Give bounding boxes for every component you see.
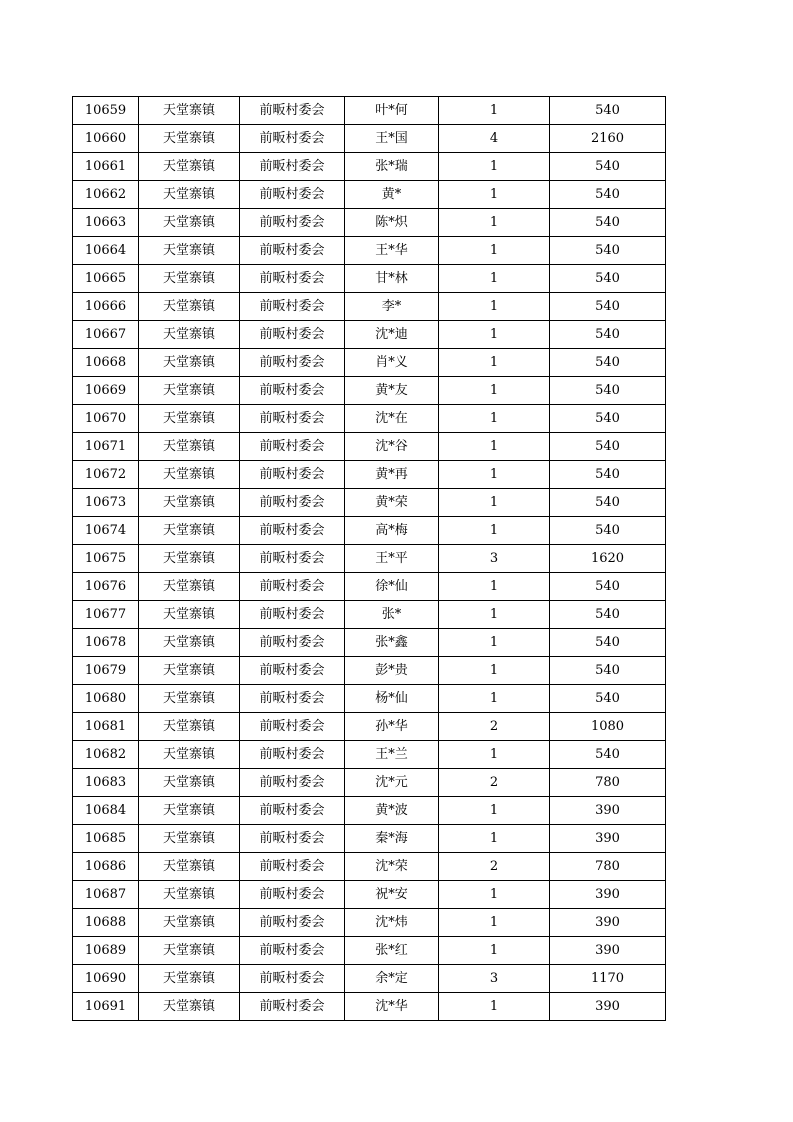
table-row — [73, 713, 666, 741]
name-cell: 黄*荣 — [345, 489, 439, 517]
town-cell: 天堂寨镇 — [139, 293, 240, 321]
count-cell: 1 — [439, 573, 550, 601]
amount-cell: 540 — [550, 573, 666, 601]
row-id-cell: 10661 — [73, 153, 139, 181]
data-table — [72, 96, 666, 1021]
name-cell: 余*定 — [345, 965, 439, 993]
table-row — [73, 573, 666, 601]
name-cell: 张*瑞 — [345, 153, 439, 181]
village-cell: 前畈村委会 — [240, 125, 345, 153]
amount-cell: 390 — [550, 881, 666, 909]
table-row — [73, 909, 666, 937]
village-cell: 前畈村委会 — [240, 937, 345, 965]
table-row — [73, 741, 666, 769]
village-cell: 前畈村委会 — [240, 153, 345, 181]
row-id-cell: 10662 — [73, 181, 139, 209]
village-cell: 前畈村委会 — [240, 321, 345, 349]
amount-cell: 540 — [550, 349, 666, 377]
village-cell: 前畈村委会 — [240, 657, 345, 685]
count-cell: 1 — [439, 937, 550, 965]
name-cell: 叶*何 — [345, 97, 439, 125]
name-cell: 张*红 — [345, 937, 439, 965]
count-cell: 1 — [439, 629, 550, 657]
row-id-cell: 10683 — [73, 769, 139, 797]
name-cell: 高*梅 — [345, 517, 439, 545]
amount-cell: 390 — [550, 993, 666, 1021]
name-cell: 王*兰 — [345, 741, 439, 769]
amount-cell: 1080 — [550, 713, 666, 741]
name-cell: 祝*安 — [345, 881, 439, 909]
row-id-cell: 10674 — [73, 517, 139, 545]
name-cell: 沈*荣 — [345, 853, 439, 881]
row-id-cell: 10666 — [73, 293, 139, 321]
amount-cell: 540 — [550, 377, 666, 405]
town-cell: 天堂寨镇 — [139, 321, 240, 349]
count-cell: 2 — [439, 769, 550, 797]
amount-cell: 540 — [550, 517, 666, 545]
village-cell: 前畈村委会 — [240, 209, 345, 237]
row-id-cell: 10691 — [73, 993, 139, 1021]
town-cell: 天堂寨镇 — [139, 265, 240, 293]
village-cell: 前畈村委会 — [240, 265, 345, 293]
village-cell: 前畈村委会 — [240, 433, 345, 461]
town-cell: 天堂寨镇 — [139, 993, 240, 1021]
name-cell: 杨*仙 — [345, 685, 439, 713]
amount-cell: 540 — [550, 601, 666, 629]
count-cell: 3 — [439, 545, 550, 573]
row-id-cell: 10671 — [73, 433, 139, 461]
table-row — [73, 993, 666, 1021]
table-row — [73, 629, 666, 657]
amount-cell: 540 — [550, 405, 666, 433]
row-id-cell: 10684 — [73, 797, 139, 825]
count-cell: 1 — [439, 181, 550, 209]
table-row — [73, 797, 666, 825]
amount-cell: 540 — [550, 489, 666, 517]
name-cell: 沈*元 — [345, 769, 439, 797]
name-cell: 沈*华 — [345, 993, 439, 1021]
name-cell: 秦*海 — [345, 825, 439, 853]
name-cell: 黄*友 — [345, 377, 439, 405]
village-cell: 前畈村委会 — [240, 685, 345, 713]
town-cell: 天堂寨镇 — [139, 125, 240, 153]
count-cell: 1 — [439, 797, 550, 825]
table-row — [73, 825, 666, 853]
amount-cell: 540 — [550, 209, 666, 237]
count-cell: 1 — [439, 517, 550, 545]
name-cell: 徐*仙 — [345, 573, 439, 601]
table-row — [73, 265, 666, 293]
town-cell: 天堂寨镇 — [139, 433, 240, 461]
name-cell: 彭*贵 — [345, 657, 439, 685]
amount-cell: 390 — [550, 937, 666, 965]
village-cell: 前畈村委会 — [240, 629, 345, 657]
amount-cell: 540 — [550, 685, 666, 713]
row-id-cell: 10659 — [73, 97, 139, 125]
table-row — [73, 881, 666, 909]
amount-cell: 1620 — [550, 545, 666, 573]
count-cell: 2 — [439, 713, 550, 741]
town-cell: 天堂寨镇 — [139, 545, 240, 573]
village-cell: 前畈村委会 — [240, 349, 345, 377]
town-cell: 天堂寨镇 — [139, 713, 240, 741]
row-id-cell: 10690 — [73, 965, 139, 993]
village-cell: 前畈村委会 — [240, 517, 345, 545]
amount-cell: 540 — [550, 741, 666, 769]
count-cell: 1 — [439, 349, 550, 377]
amount-cell: 540 — [550, 181, 666, 209]
row-id-cell: 10660 — [73, 125, 139, 153]
table-row — [73, 517, 666, 545]
count-cell: 1 — [439, 909, 550, 937]
count-cell: 1 — [439, 741, 550, 769]
name-cell: 张* — [345, 601, 439, 629]
row-id-cell: 10664 — [73, 237, 139, 265]
amount-cell: 540 — [550, 433, 666, 461]
count-cell: 4 — [439, 125, 550, 153]
village-cell: 前畈村委会 — [240, 293, 345, 321]
name-cell: 甘*林 — [345, 265, 439, 293]
name-cell: 黄* — [345, 181, 439, 209]
table-row — [73, 853, 666, 881]
amount-cell: 390 — [550, 797, 666, 825]
count-cell: 2 — [439, 853, 550, 881]
amount-cell: 780 — [550, 769, 666, 797]
table-row — [73, 433, 666, 461]
row-id-cell: 10682 — [73, 741, 139, 769]
table-row — [73, 125, 666, 153]
town-cell: 天堂寨镇 — [139, 517, 240, 545]
town-cell: 天堂寨镇 — [139, 881, 240, 909]
row-id-cell: 10669 — [73, 377, 139, 405]
name-cell: 孙*华 — [345, 713, 439, 741]
village-cell: 前畈村委会 — [240, 741, 345, 769]
table-row — [73, 181, 666, 209]
village-cell: 前畈村委会 — [240, 545, 345, 573]
name-cell: 王*国 — [345, 125, 439, 153]
village-cell: 前畈村委会 — [240, 489, 345, 517]
town-cell: 天堂寨镇 — [139, 573, 240, 601]
count-cell: 1 — [439, 293, 550, 321]
amount-cell: 540 — [550, 97, 666, 125]
row-id-cell: 10670 — [73, 405, 139, 433]
row-id-cell: 10678 — [73, 629, 139, 657]
table-row — [73, 321, 666, 349]
count-cell: 1 — [439, 265, 550, 293]
town-cell: 天堂寨镇 — [139, 909, 240, 937]
count-cell: 1 — [439, 685, 550, 713]
town-cell: 天堂寨镇 — [139, 97, 240, 125]
village-cell: 前畈村委会 — [240, 769, 345, 797]
row-id-cell: 10680 — [73, 685, 139, 713]
amount-cell: 1170 — [550, 965, 666, 993]
row-id-cell: 10686 — [73, 853, 139, 881]
row-id-cell: 10667 — [73, 321, 139, 349]
table-row — [73, 489, 666, 517]
table-row — [73, 405, 666, 433]
amount-cell: 540 — [550, 293, 666, 321]
town-cell: 天堂寨镇 — [139, 797, 240, 825]
village-cell: 前畈村委会 — [240, 993, 345, 1021]
village-cell: 前畈村委会 — [240, 237, 345, 265]
amount-cell: 540 — [550, 461, 666, 489]
town-cell: 天堂寨镇 — [139, 741, 240, 769]
count-cell: 1 — [439, 321, 550, 349]
town-cell: 天堂寨镇 — [139, 209, 240, 237]
town-cell: 天堂寨镇 — [139, 349, 240, 377]
village-cell: 前畈村委会 — [240, 461, 345, 489]
amount-cell: 540 — [550, 321, 666, 349]
row-id-cell: 10668 — [73, 349, 139, 377]
table-row — [73, 657, 666, 685]
name-cell: 陈*炽 — [345, 209, 439, 237]
village-cell: 前畈村委会 — [240, 573, 345, 601]
count-cell: 1 — [439, 657, 550, 685]
table-row — [73, 545, 666, 573]
count-cell: 1 — [439, 377, 550, 405]
town-cell: 天堂寨镇 — [139, 181, 240, 209]
name-cell: 沈*炜 — [345, 909, 439, 937]
table-row — [73, 377, 666, 405]
count-cell: 1 — [439, 97, 550, 125]
amount-cell: 2160 — [550, 125, 666, 153]
table-row — [73, 97, 666, 125]
name-cell: 李* — [345, 293, 439, 321]
row-id-cell: 10685 — [73, 825, 139, 853]
row-id-cell: 10672 — [73, 461, 139, 489]
count-cell: 1 — [439, 209, 550, 237]
table-row — [73, 937, 666, 965]
count-cell: 1 — [439, 461, 550, 489]
town-cell: 天堂寨镇 — [139, 937, 240, 965]
row-id-cell: 10681 — [73, 713, 139, 741]
row-id-cell: 10673 — [73, 489, 139, 517]
village-cell: 前畈村委会 — [240, 97, 345, 125]
town-cell: 天堂寨镇 — [139, 601, 240, 629]
amount-cell: 540 — [550, 237, 666, 265]
village-cell: 前畈村委会 — [240, 601, 345, 629]
count-cell: 1 — [439, 489, 550, 517]
row-id-cell: 10675 — [73, 545, 139, 573]
town-cell: 天堂寨镇 — [139, 965, 240, 993]
name-cell: 沈*迪 — [345, 321, 439, 349]
table-row — [73, 349, 666, 377]
table-row — [73, 461, 666, 489]
count-cell: 1 — [439, 153, 550, 181]
village-cell: 前畈村委会 — [240, 881, 345, 909]
village-cell: 前畈村委会 — [240, 181, 345, 209]
village-cell: 前畈村委会 — [240, 405, 345, 433]
town-cell: 天堂寨镇 — [139, 657, 240, 685]
count-cell: 1 — [439, 825, 550, 853]
table-row — [73, 601, 666, 629]
row-id-cell: 10688 — [73, 909, 139, 937]
count-cell: 1 — [439, 433, 550, 461]
table-row — [73, 293, 666, 321]
amount-cell: 540 — [550, 657, 666, 685]
village-cell: 前畈村委会 — [240, 713, 345, 741]
amount-cell: 540 — [550, 629, 666, 657]
amount-cell: 540 — [550, 265, 666, 293]
town-cell: 天堂寨镇 — [139, 853, 240, 881]
row-id-cell: 10677 — [73, 601, 139, 629]
village-cell: 前畈村委会 — [240, 909, 345, 937]
name-cell: 王*平 — [345, 545, 439, 573]
town-cell: 天堂寨镇 — [139, 685, 240, 713]
town-cell: 天堂寨镇 — [139, 629, 240, 657]
amount-cell: 390 — [550, 909, 666, 937]
town-cell: 天堂寨镇 — [139, 377, 240, 405]
row-id-cell: 10679 — [73, 657, 139, 685]
count-cell: 1 — [439, 993, 550, 1021]
town-cell: 天堂寨镇 — [139, 153, 240, 181]
row-id-cell: 10687 — [73, 881, 139, 909]
table-row — [73, 685, 666, 713]
village-cell: 前畈村委会 — [240, 797, 345, 825]
name-cell: 王*华 — [345, 237, 439, 265]
name-cell: 黄*波 — [345, 797, 439, 825]
town-cell: 天堂寨镇 — [139, 237, 240, 265]
village-cell: 前畈村委会 — [240, 965, 345, 993]
amount-cell: 780 — [550, 853, 666, 881]
count-cell: 1 — [439, 881, 550, 909]
town-cell: 天堂寨镇 — [139, 461, 240, 489]
table-row — [73, 209, 666, 237]
name-cell: 沈*在 — [345, 405, 439, 433]
village-cell: 前畈村委会 — [240, 825, 345, 853]
village-cell: 前畈村委会 — [240, 377, 345, 405]
row-id-cell: 10689 — [73, 937, 139, 965]
table-row — [73, 237, 666, 265]
count-cell: 3 — [439, 965, 550, 993]
amount-cell: 390 — [550, 825, 666, 853]
town-cell: 天堂寨镇 — [139, 769, 240, 797]
name-cell: 肖*义 — [345, 349, 439, 377]
table-row — [73, 965, 666, 993]
town-cell: 天堂寨镇 — [139, 405, 240, 433]
name-cell: 张*鑫 — [345, 629, 439, 657]
name-cell: 沈*谷 — [345, 433, 439, 461]
count-cell: 1 — [439, 237, 550, 265]
town-cell: 天堂寨镇 — [139, 489, 240, 517]
table-body — [73, 97, 666, 1021]
name-cell: 黄*再 — [345, 461, 439, 489]
amount-cell: 540 — [550, 153, 666, 181]
row-id-cell: 10663 — [73, 209, 139, 237]
row-id-cell: 10665 — [73, 265, 139, 293]
count-cell: 1 — [439, 601, 550, 629]
row-id-cell: 10676 — [73, 573, 139, 601]
table-row — [73, 769, 666, 797]
village-cell: 前畈村委会 — [240, 853, 345, 881]
count-cell: 1 — [439, 405, 550, 433]
town-cell: 天堂寨镇 — [139, 825, 240, 853]
table-row — [73, 153, 666, 181]
